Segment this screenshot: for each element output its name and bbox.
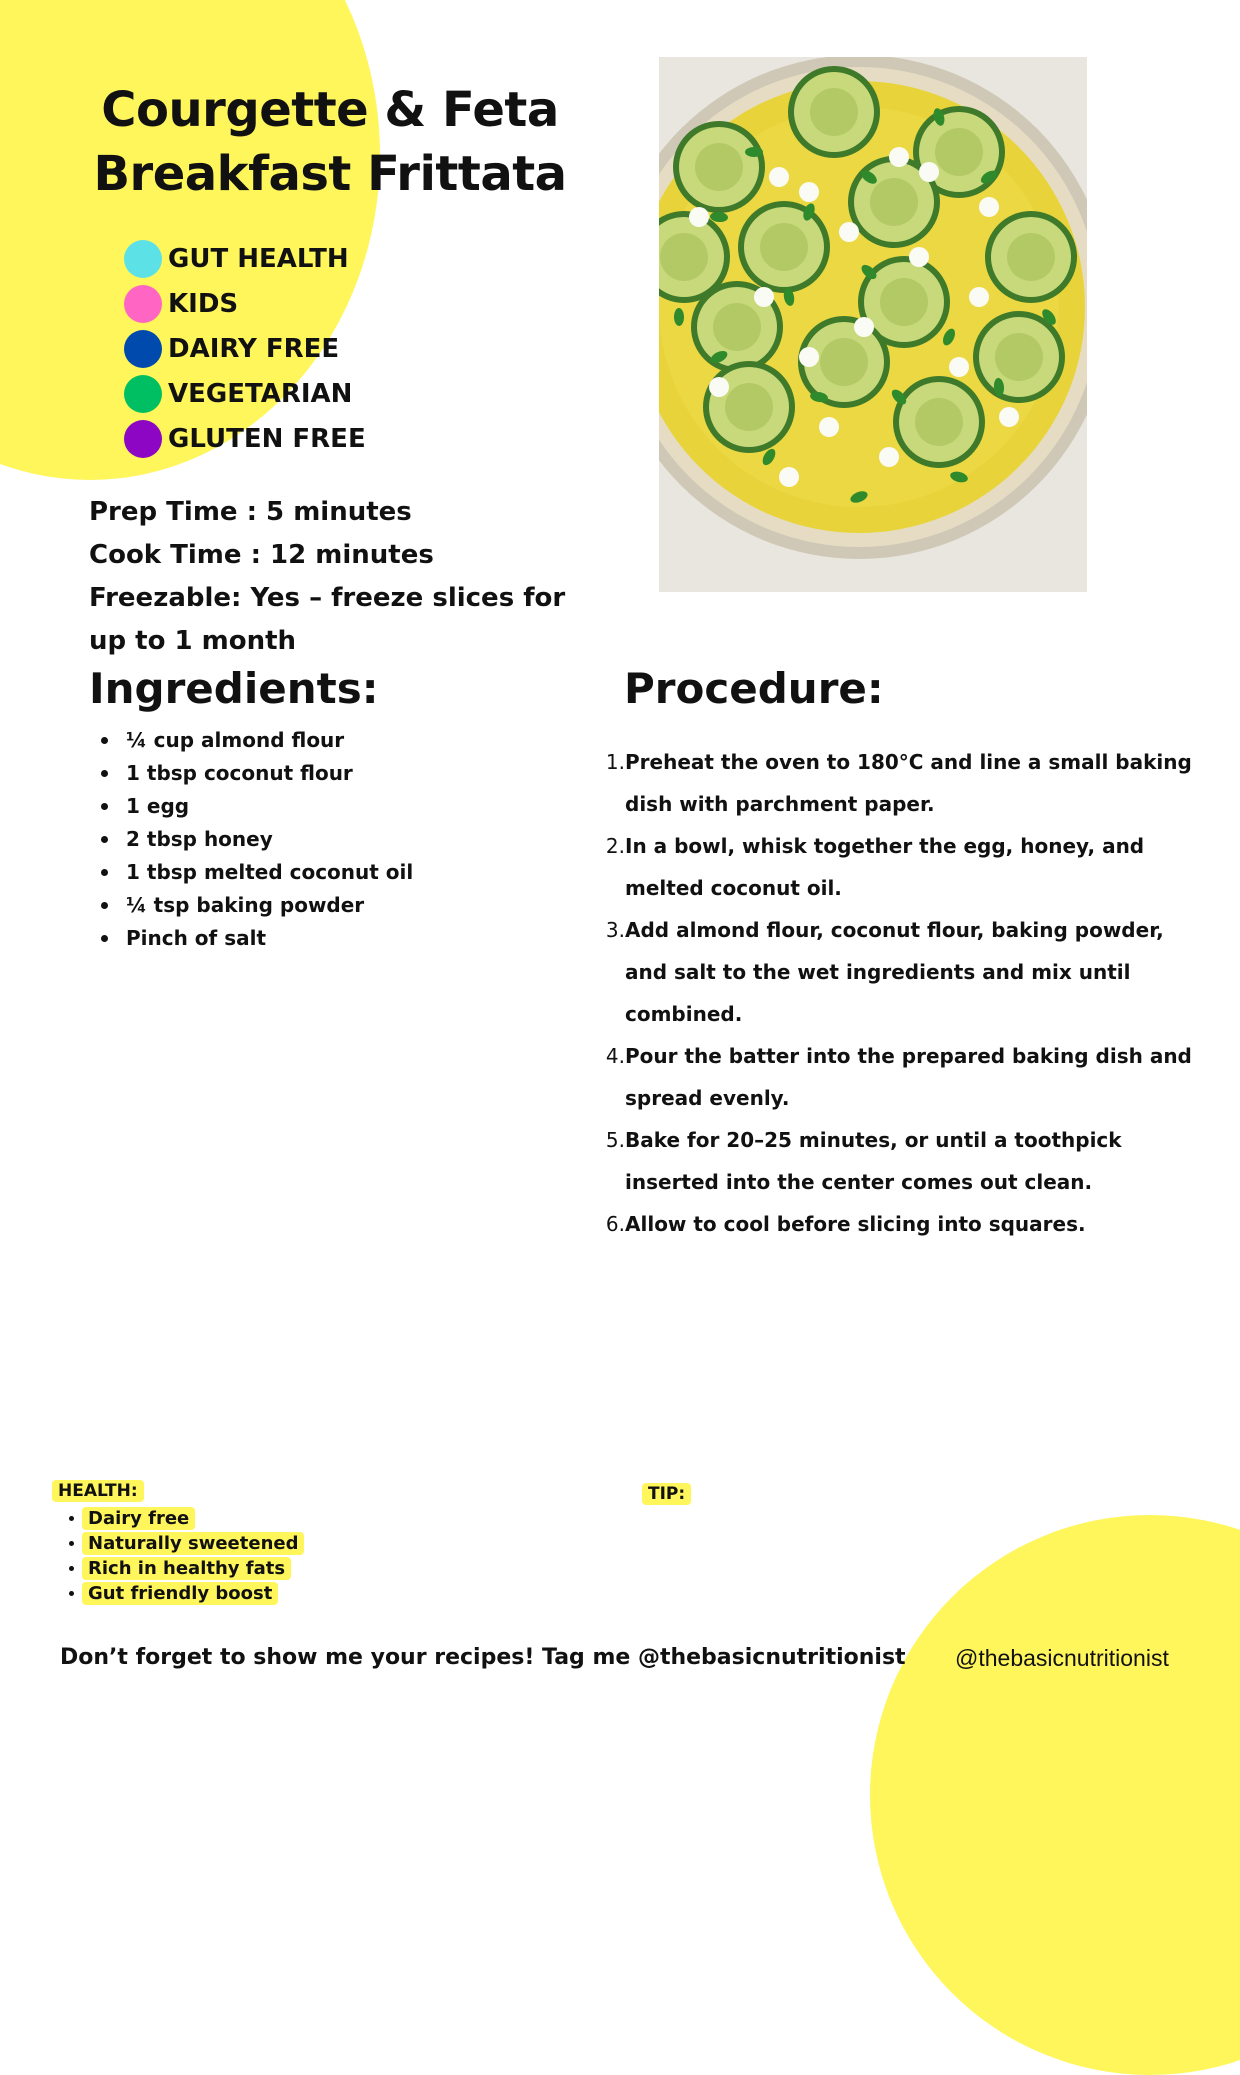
prep-time: Prep Time : 5 minutes bbox=[89, 497, 412, 527]
courgette-seeds bbox=[880, 278, 928, 326]
courgette-seeds bbox=[725, 383, 773, 431]
feta-crumble bbox=[779, 467, 799, 487]
decorative-yellow-circle-bottom bbox=[870, 1515, 1240, 2075]
tag-label: DAIRY FREE bbox=[168, 333, 340, 364]
procedure-step bbox=[600, 741, 1210, 825]
feta-crumble bbox=[799, 182, 819, 202]
courgette-seeds bbox=[695, 143, 743, 191]
procedure-list bbox=[600, 741, 1210, 1245]
ingredients-heading: Ingredients: bbox=[89, 664, 379, 713]
diet-tags-list bbox=[124, 236, 366, 461]
feta-crumble bbox=[839, 222, 859, 242]
courgette-seeds bbox=[1007, 233, 1055, 281]
step-text: Bake for 20–25 minutes, or until a toothpick inserted into the center comes out clean. bbox=[625, 1128, 1122, 1194]
feta-crumble bbox=[754, 287, 774, 307]
step-text: Pour the batter into the prepared baking dish and spread evenly. bbox=[625, 1044, 1192, 1110]
courgette-seeds bbox=[760, 223, 808, 271]
health-benefit-text: Naturally sweetened bbox=[82, 1532, 304, 1555]
courgette-seeds bbox=[820, 338, 868, 386]
dairy-free-dot-icon bbox=[124, 330, 162, 368]
step-number: 2. bbox=[605, 834, 625, 858]
parsley-leaf bbox=[745, 147, 763, 157]
feta-crumble bbox=[799, 347, 819, 367]
step-text: Add almond flour, coconut flour, baking powder, and salt to the wet ingredients and mix until combined. bbox=[625, 918, 1164, 1026]
health-benefit-text: Dairy free bbox=[82, 1507, 195, 1530]
tag-label: GLUTEN FREE bbox=[168, 423, 366, 454]
footer-cta: Don’t forget to show me your recipes! Tag me @thebasicnutritionist bbox=[60, 1645, 906, 1670]
ingredient-item: 1 tbsp melted coconut oil bbox=[126, 856, 413, 889]
feta-crumble bbox=[709, 377, 729, 397]
courgette-seeds bbox=[995, 333, 1043, 381]
gluten-free-dot-icon bbox=[124, 420, 162, 458]
tag-label: KIDS bbox=[168, 288, 239, 319]
kids-dot-icon bbox=[124, 285, 162, 323]
procedure-step bbox=[600, 1203, 1210, 1245]
recipe-meta bbox=[89, 491, 609, 663]
feta-crumble bbox=[969, 287, 989, 307]
feta-crumble bbox=[999, 407, 1019, 427]
tag-dairy-free bbox=[124, 326, 366, 371]
ingredients-list bbox=[126, 724, 413, 955]
step-text: Preheat the oven to 180°C and line a small baking dish with parchment paper. bbox=[625, 750, 1192, 816]
recipe-title bbox=[60, 78, 600, 206]
ingredient-item: ¼ cup almond flour bbox=[126, 724, 413, 757]
health-benefit-item bbox=[82, 1556, 304, 1581]
health-benefit-item bbox=[82, 1581, 304, 1606]
step-number: 3. bbox=[605, 918, 625, 942]
frittata-photo bbox=[659, 57, 1087, 592]
recipe-title-line1: Courgette & Feta bbox=[101, 82, 559, 138]
tag-label: VEGETARIAN bbox=[168, 378, 353, 409]
cook-time: Cook Time : 12 minutes bbox=[89, 540, 434, 570]
tag-label: GUT HEALTH bbox=[168, 243, 349, 274]
procedure-step bbox=[600, 1035, 1210, 1119]
frittata-illustration bbox=[659, 57, 1087, 592]
ingredient-item: Pinch of salt bbox=[126, 922, 413, 955]
gut-health-dot-icon bbox=[124, 240, 162, 278]
freezable-note: Freezable: Yes – freeze slices for up to 1 month bbox=[89, 583, 566, 656]
procedure-step bbox=[600, 825, 1210, 909]
feta-crumble bbox=[879, 447, 899, 467]
procedure-heading: Procedure: bbox=[624, 664, 884, 713]
step-number: 4. bbox=[605, 1044, 625, 1068]
ingredient-item: 1 egg bbox=[126, 790, 413, 823]
social-handle: @thebasicnutritionist bbox=[955, 1645, 1169, 1671]
feta-crumble bbox=[689, 207, 709, 227]
feta-crumble bbox=[919, 162, 939, 182]
procedure-step bbox=[600, 909, 1210, 1035]
step-text: In a bowl, whisk together the egg, honey, and melted coconut oil. bbox=[625, 834, 1145, 900]
feta-crumble bbox=[854, 317, 874, 337]
health-benefit-item bbox=[82, 1506, 304, 1531]
courgette-seeds bbox=[810, 88, 858, 136]
tag-vegetarian bbox=[124, 371, 366, 416]
courgette-seeds bbox=[713, 303, 761, 351]
health-label-text: HEALTH: bbox=[52, 1480, 144, 1502]
feta-crumble bbox=[949, 357, 969, 377]
health-benefit-text: Gut friendly boost bbox=[82, 1582, 278, 1605]
feta-crumble bbox=[819, 417, 839, 437]
feta-crumble bbox=[769, 167, 789, 187]
ingredient-item: 1 tbsp coconut flour bbox=[126, 757, 413, 790]
health-benefit-item bbox=[82, 1531, 304, 1556]
tag-kids bbox=[124, 281, 366, 326]
step-text: Allow to cool before slicing into squares. bbox=[625, 1212, 1086, 1236]
health-benefits-list bbox=[82, 1506, 304, 1606]
feta-crumble bbox=[889, 147, 909, 167]
procedure-step bbox=[600, 1119, 1210, 1203]
vegetarian-dot-icon bbox=[124, 375, 162, 413]
feta-crumble bbox=[909, 247, 929, 267]
courgette-seeds bbox=[660, 233, 708, 281]
courgette-seeds bbox=[935, 128, 983, 176]
tag-gut-health bbox=[124, 236, 366, 281]
tag-gluten-free bbox=[124, 416, 366, 461]
tip-label-text: TIP: bbox=[642, 1483, 691, 1505]
tip-label bbox=[642, 1484, 691, 1504]
courgette-seeds bbox=[870, 178, 918, 226]
step-number: 1. bbox=[605, 750, 625, 774]
ingredient-item: ¼ tsp baking powder bbox=[126, 889, 413, 922]
feta-crumble bbox=[979, 197, 999, 217]
step-number: 6. bbox=[605, 1212, 625, 1236]
recipe-title-line2: Breakfast Frittata bbox=[93, 146, 567, 202]
health-label bbox=[52, 1481, 144, 1501]
health-benefit-text: Rich in healthy fats bbox=[82, 1557, 291, 1580]
step-number: 5. bbox=[605, 1128, 625, 1152]
ingredient-item: 2 tbsp honey bbox=[126, 823, 413, 856]
courgette-seeds bbox=[915, 398, 963, 446]
